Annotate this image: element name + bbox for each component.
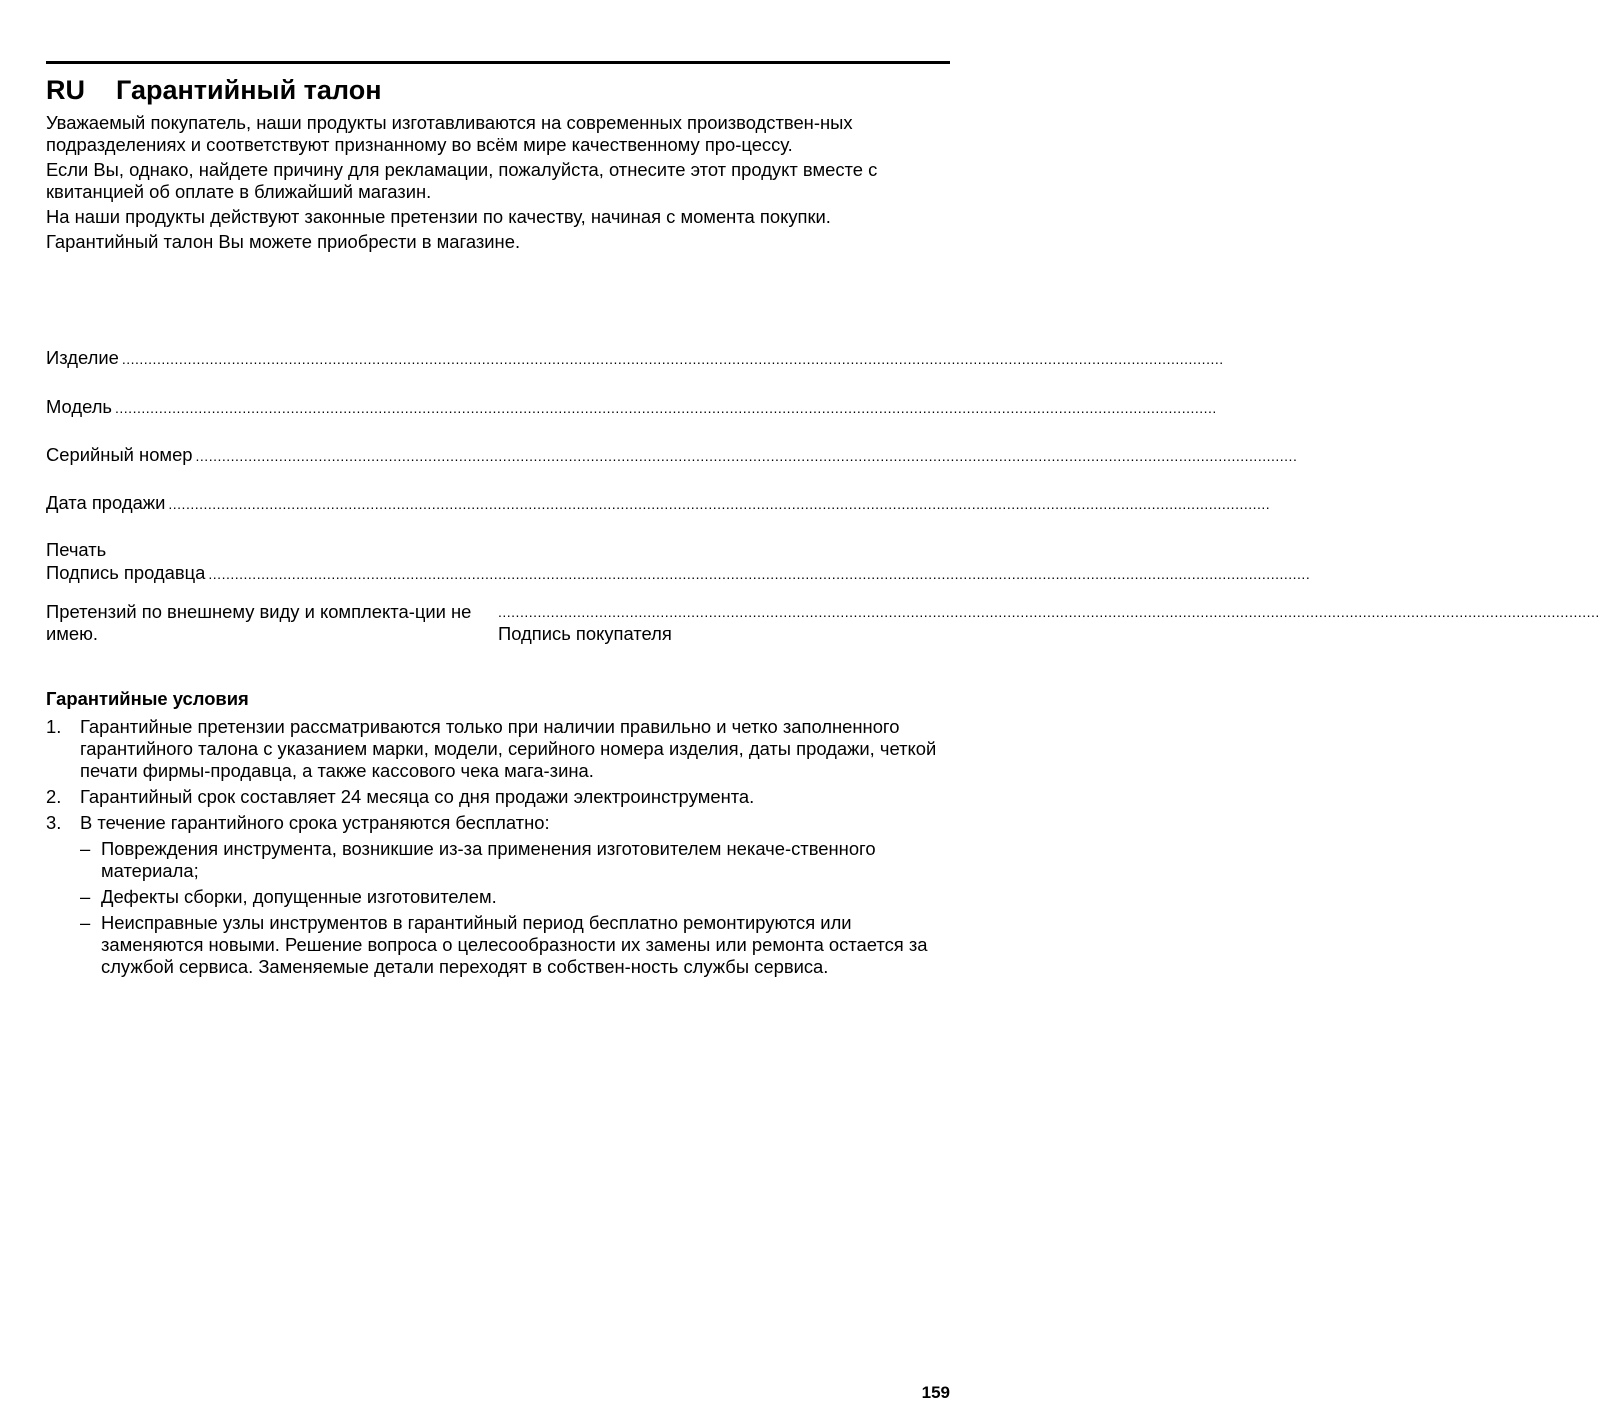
sub-item-text: Неисправные узлы инструментов в гарантийный период бесплатно ремонтируются или заменяются новыми. Решение вопроса о целесообразности их замены или ремонта остается за службой сервиса. Заменяемые детали переходят в собствен-ность службы сервиса. (101, 912, 928, 977)
sub-item-text: Дефекты сборки, допущенные изготовителем. (101, 886, 497, 907)
no-claims-statement: Претензий по внешнему виду и комплекта-ции не имею. (46, 601, 472, 644)
sub-list-item (80, 912, 945, 978)
serial-number-label: Серийный номер (46, 444, 193, 465)
sub-item-text: Повреждения инструмента, возникшие из-за применения изготовителем некаче-ственного материала; (101, 838, 876, 881)
page-title (46, 72, 382, 108)
intro-paragraph: Если Вы, однако, найдете причину для рекламации, пожалуйста, отнесите этот продукт вместе с квитанцией об оплате в ближайший магазин. (46, 159, 878, 202)
intro-text (46, 112, 941, 256)
seller-signature-dotted-line: ........................................................................................................................................................................................................................................................... (208, 566, 1311, 582)
model-field[interactable] (46, 396, 1217, 419)
model-label: Модель (46, 396, 113, 417)
product-label: Изделие (46, 347, 119, 368)
item-text: В течение гарантийного срока устраняются бесплатно: (80, 812, 550, 833)
intro-paragraph: На наши продукты действуют законные претензии по качеству, начиная с момента покупки. (46, 206, 831, 227)
page-number: 159 (921, 1383, 950, 1402)
seller-signature-label: Подпись продавца (46, 562, 206, 583)
item-number: 2. (46, 786, 62, 807)
top-rule (46, 61, 950, 64)
serial-number-field[interactable] (46, 444, 1298, 467)
intro-paragraph: Гарантийный талон Вы можете приобрести в магазине. (46, 231, 521, 252)
serial-number-dotted-line: ........................................................................................................................................................................................................................................................... (195, 448, 1298, 464)
conditions-list (46, 716, 945, 982)
list-item (46, 786, 945, 808)
sub-list-item (80, 838, 945, 882)
item-number: 1. (46, 716, 62, 737)
dash-bullet: – (80, 838, 91, 859)
conditions-title: Гарантийные условия (46, 688, 249, 709)
sale-date-dotted-line: ........................................................................................................................................................................................................................................................... (168, 496, 1271, 512)
dash-bullet: – (80, 886, 91, 907)
item-text: Гарантийный срок составляет 24 месяца со дня продажи электроинструмента. (80, 786, 755, 807)
buyer-signature-block[interactable] (498, 601, 1600, 645)
list-item (46, 716, 945, 782)
buyer-signature-dotted-line: ........................................................................................................................................................................................................................................................... (498, 604, 1600, 620)
stamp-label: Печать (46, 539, 107, 560)
sale-date-label: Дата продажи (46, 492, 166, 513)
product-field[interactable] (46, 347, 1224, 370)
language-code: RU (46, 75, 85, 105)
list-item (46, 812, 945, 834)
sale-date-field[interactable] (46, 492, 1271, 515)
item-text: Гарантийные претензии рассматриваются только при наличии правильно и четко заполненного гарантийного талона с указанием марки, модели, серийного номера изделия, даты продажи, четкой печати фирмы-продавца, а также кассового чека мага-зина. (80, 716, 937, 781)
product-dotted-line: ........................................................................................................................................................................................................................................................... (121, 351, 1224, 367)
sub-list-item (80, 886, 945, 908)
seller-signature-field[interactable] (46, 562, 1311, 585)
dash-bullet: – (80, 912, 91, 933)
title-text: Гарантийный талон (116, 75, 382, 105)
item-number: 3. (46, 812, 62, 833)
buyer-signature-label: Подпись покупателя (498, 623, 672, 644)
intro-paragraph: Уважаемый покупатель, наши продукты изготавливаются на современных производствен-ных подразделениях и соответствуют признанному во всём мире качественному про-цессу. (46, 112, 853, 155)
model-dotted-line: ........................................................................................................................................................................................................................................................... (115, 400, 1217, 416)
